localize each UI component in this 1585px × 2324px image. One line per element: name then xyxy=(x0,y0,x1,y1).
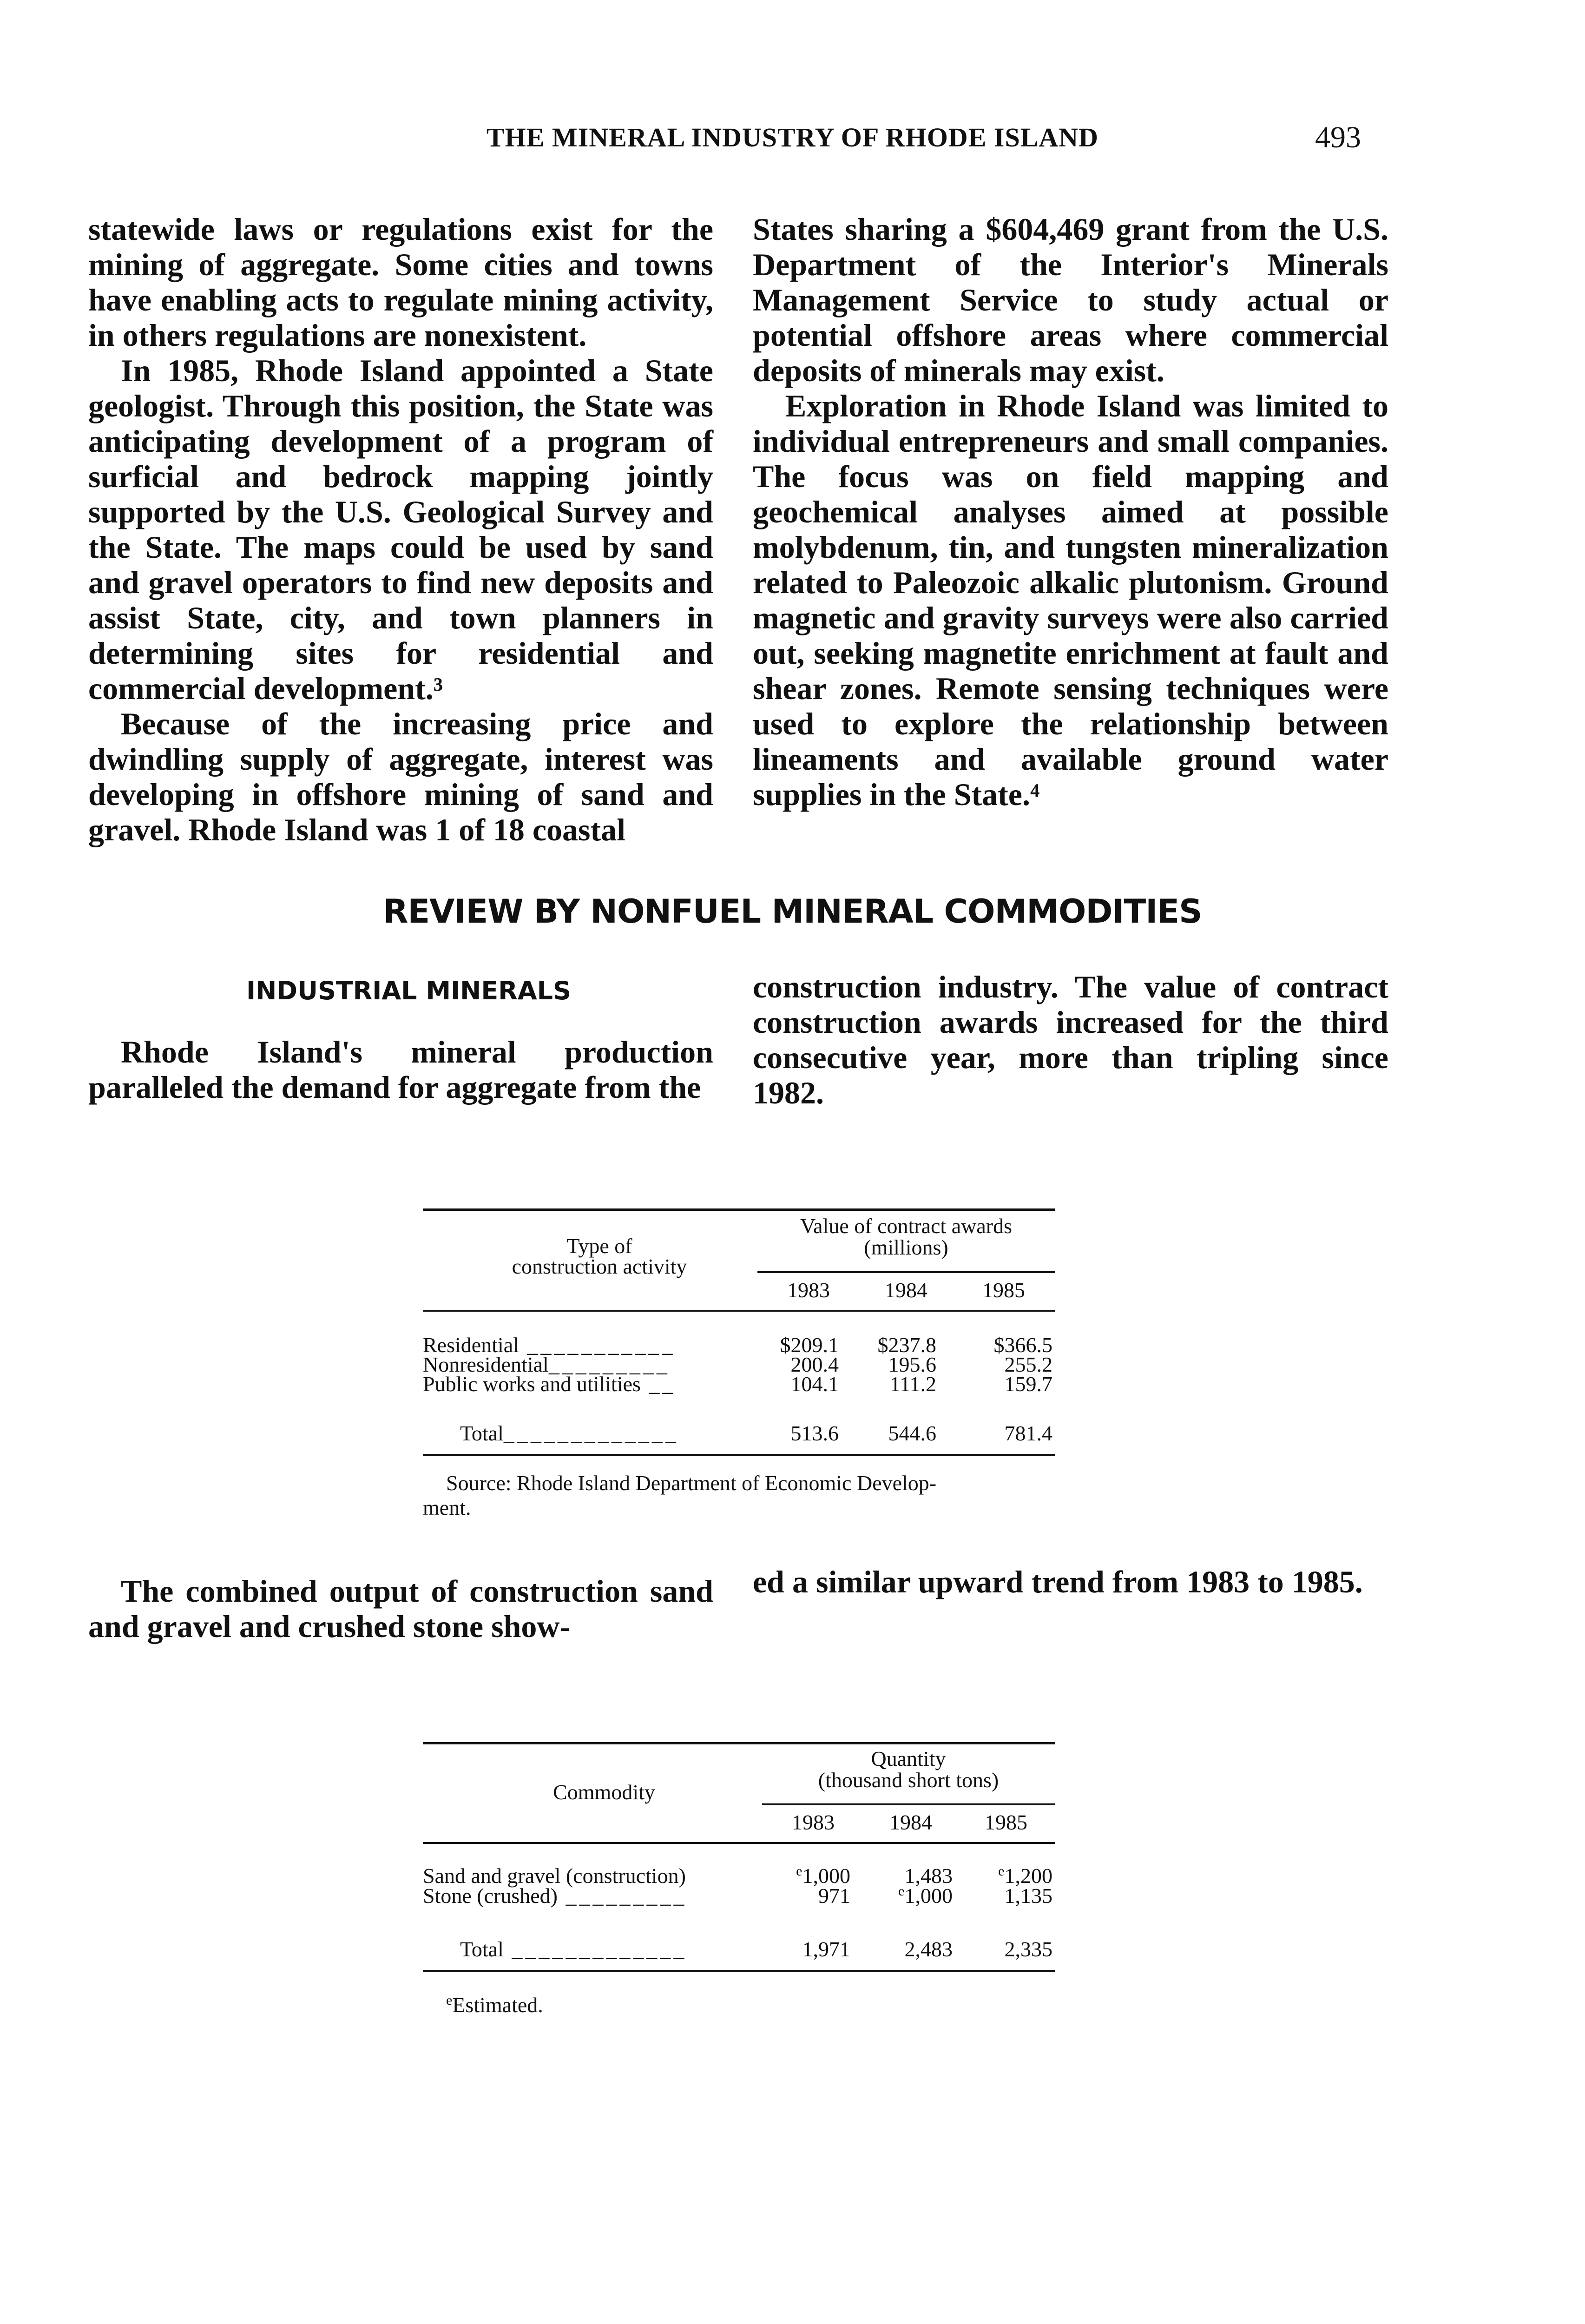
intro-right-column xyxy=(753,211,1388,812)
cell-value: $^e$1,000 xyxy=(898,1883,953,1908)
table-source-note-cont: ment. xyxy=(423,1496,471,1519)
column-header: Commodity xyxy=(553,1780,655,1804)
year-header: 1985 xyxy=(982,1278,1025,1302)
row-label: Public works and utilities xyxy=(423,1372,641,1396)
cell-value: 544.6 xyxy=(888,1421,936,1445)
group-rule xyxy=(762,1803,1055,1805)
cell-value: 1,971 xyxy=(802,1937,850,1961)
industrial-minerals-left xyxy=(88,1034,713,1105)
paragraph: In 1985, Rhode Island appointed a State geologist. Through this position, the State was anticipating development of a program of surficial and bedrock mapping jointly supported by the U.S. Geological Survey and the State. The maps could be used by sand and gravel operators to find new deposits and assist State, city, and town planners in determining sites for residential and commercial development.³ xyxy=(88,353,713,706)
paragraph: ed a similar upward trend from 1983 to 1985. xyxy=(753,1564,1363,1599)
row-label: Sand and gravel (construction) xyxy=(423,1864,686,1888)
year-header: 1985 xyxy=(985,1810,1027,1834)
cell-value: 513.6 xyxy=(790,1421,839,1445)
group-header: Quantity (thousand short tons) xyxy=(818,1747,999,1792)
table-top-rule xyxy=(423,1208,1055,1211)
cell-value: 200.4 xyxy=(790,1353,839,1376)
table-row: Stone (crushed) _________ xyxy=(423,1884,687,1908)
table-row xyxy=(423,1864,686,1888)
cell-value: $237.8 xyxy=(877,1333,936,1357)
row-label: Total xyxy=(460,1421,504,1445)
sub-heading: INDUSTRIAL MINERALS xyxy=(246,976,571,1005)
table-bottom-rule xyxy=(423,1970,1055,1972)
year-header: 1983 xyxy=(787,1278,830,1302)
running-header: THE MINERAL INDUSTRY OF RHODE ISLAND xyxy=(486,122,1099,152)
cell-value: 1,135 xyxy=(1004,1884,1052,1908)
year-header: 1984 xyxy=(889,1810,932,1834)
row-label: Residential xyxy=(423,1333,519,1357)
intro-left-column xyxy=(88,211,713,847)
table-row: Residential ___________ xyxy=(423,1333,676,1357)
total-row: Total _____________ xyxy=(460,1937,687,1961)
table-source-note: Source: Rhode Island Department of Economic Develop- xyxy=(446,1471,937,1495)
row-label: Total xyxy=(460,1937,504,1961)
table-bottom-rule xyxy=(423,1454,1055,1456)
estimate-marker: e xyxy=(998,1863,1005,1879)
header-rule xyxy=(423,1310,1055,1312)
output-right xyxy=(753,1564,1388,1599)
page-number: 493 xyxy=(1315,120,1361,154)
table-row: Public works and utilities __ xyxy=(423,1372,676,1396)
year-header: 1984 xyxy=(885,1278,927,1302)
table-row: Nonresidential_________ xyxy=(423,1353,670,1376)
cell-value: 104.1 xyxy=(790,1372,839,1396)
table-footnote: $^e$Estimated. xyxy=(446,1993,543,2017)
paragraph: statewide laws or regulations exist for the mining of aggregate. Some cities and towns have enabling acts to regulate mining activity, in others regulations are nonexistent. xyxy=(88,211,713,353)
row-label: Nonresidential xyxy=(423,1353,549,1376)
section-heading: REVIEW BY NONFUEL MINERAL COMMODITIES xyxy=(383,892,1202,931)
output-left xyxy=(88,1573,713,1644)
cell-value: $209.1 xyxy=(780,1333,839,1357)
group-header: Value of contract awards (millions) xyxy=(800,1214,1012,1259)
column-header: Type of construction activity xyxy=(512,1234,687,1278)
cell-value: 2,335 xyxy=(1004,1937,1052,1961)
cell-value: $366.5 xyxy=(993,1333,1052,1357)
paragraph: Because of the increasing price and dwindling supply of aggregate, interest was developing in offshore mining of sand and gravel. Rhode Island was 1 of 18 coastal xyxy=(88,706,713,847)
industrial-minerals-right xyxy=(753,969,1388,1110)
paragraph: Exploration in Rhode Island was limited to individual entrepreneurs and small companies. The focus was on field mapping and geochemical analyses aimed at possible molybdenum, tin, and tungsten mineralization related to Paleozoic alkalic plutonism. Ground magnetic and gravity surveys were also carried out, seeking magnetite enrichment at fault and shear zones. Remote sensing techniques were used to explore the relationship between lineaments and available ground water supplies in the State.⁴ xyxy=(753,388,1388,812)
cell-value: 195.6 xyxy=(888,1353,936,1376)
cell-value: 111.2 xyxy=(889,1372,936,1396)
estimate-marker: e xyxy=(796,1863,802,1879)
header-rule xyxy=(423,1842,1055,1844)
paragraph: Rhode Island's mineral production paralleled the demand for aggregate from the xyxy=(88,1034,713,1105)
cell-value: 2,483 xyxy=(904,1937,953,1961)
estimate-marker: e xyxy=(446,1993,453,2008)
cell-value: $^e$1,000 xyxy=(796,1863,850,1888)
year-header: 1983 xyxy=(792,1810,835,1834)
cell-value: 1,483 xyxy=(904,1864,953,1888)
group-rule xyxy=(757,1271,1055,1273)
paragraph: The combined output of construction sand and gravel and crushed stone show- xyxy=(88,1573,713,1644)
cell-value: 781.4 xyxy=(1004,1421,1052,1445)
cell-value: 159.7 xyxy=(1004,1372,1052,1396)
paragraph: States sharing a $604,469 grant from the U.S. Department of the Interior's Minerals Management Service to study actual or potential offshore areas where commercial deposits of minerals may exist. xyxy=(753,211,1388,388)
table-top-rule xyxy=(423,1742,1055,1744)
cell-value: $^e$1,200 xyxy=(998,1863,1052,1888)
paragraph: construction industry. The value of contract construction awards increased for the third consecutive year, more than tripling since 1982. xyxy=(753,969,1388,1110)
row-label: Stone (crushed) xyxy=(423,1884,558,1908)
estimate-marker: e xyxy=(898,1883,905,1899)
cell-value: 255.2 xyxy=(1004,1353,1052,1376)
total-row: Total_____________ xyxy=(460,1421,679,1445)
cell-value: 971 xyxy=(818,1884,850,1908)
